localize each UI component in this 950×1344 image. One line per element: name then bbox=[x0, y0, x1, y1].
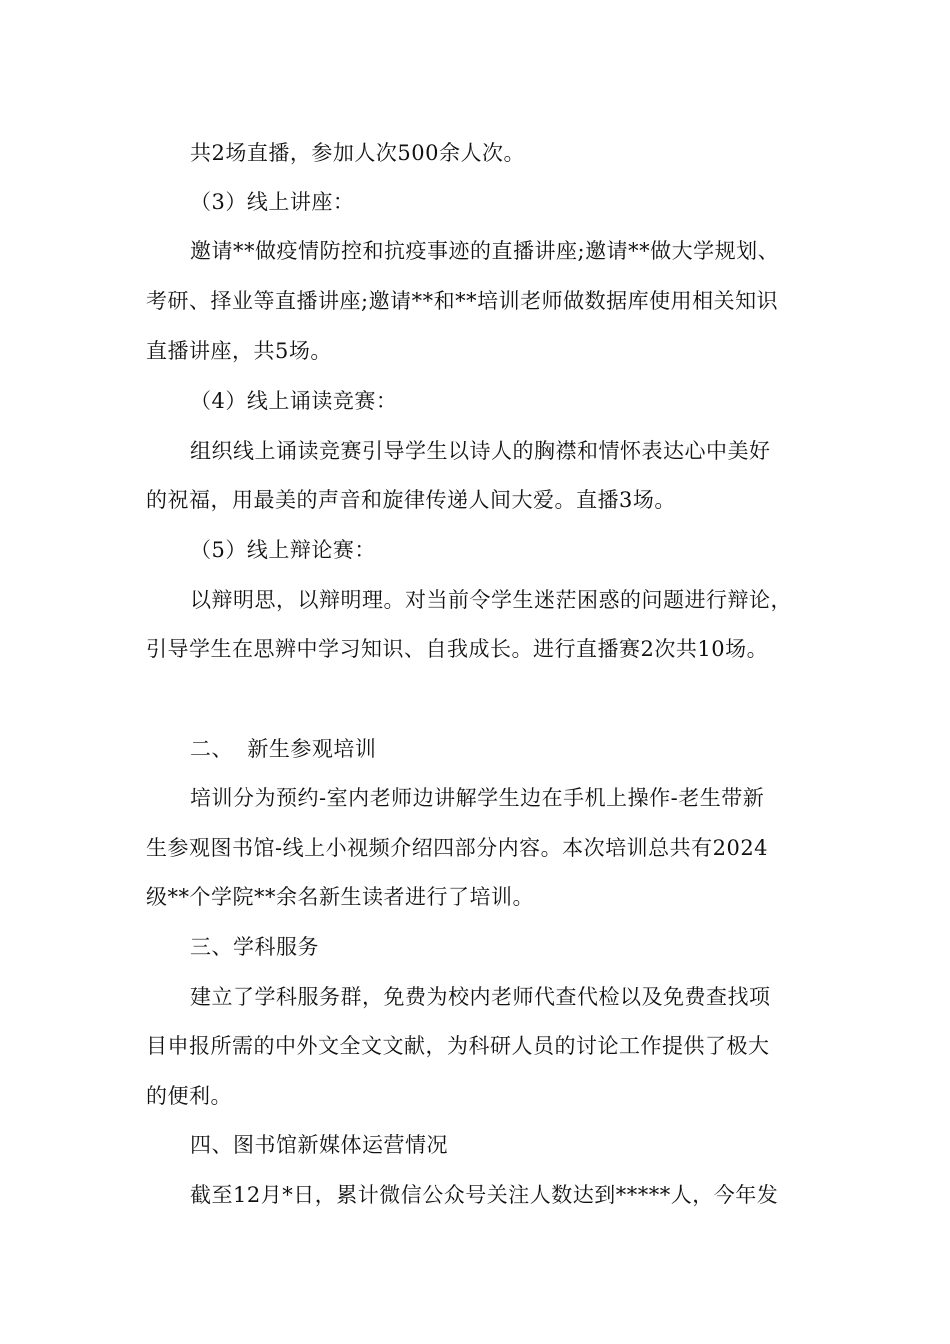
paragraph-line: 建立了学科服务群，免费为校内老师代查代检以及免费查找项 bbox=[190, 985, 771, 1009]
paragraph-line: 的便利。 bbox=[146, 1084, 232, 1108]
paragraph-line: 考研、择业等直播讲座;邀请**和**培训老师做数据库使用相关知识 bbox=[146, 289, 779, 313]
section-heading: 三、学科服务 bbox=[190, 935, 319, 959]
paragraph-line: 直播讲座，共5场。 bbox=[146, 339, 332, 363]
paragraph-line: 目申报所需的中外文全文文献，为科研人员的讨论工作提供了极大 bbox=[146, 1034, 770, 1058]
paragraph-line: 组织线上诵读竞赛引导学生以诗人的胸襟和情怀表达心中美好 bbox=[190, 439, 771, 463]
paragraph-line: 引导学生在思辨中学习知识、自我成长。进行直播赛2次共10场。 bbox=[146, 637, 769, 661]
paragraph-line: 生参观图书馆-线上小视频介绍四部分内容。本次培训总共有2024 bbox=[146, 836, 769, 860]
paragraph-line: 截至12月*日，累计微信公众号关注人数达到*****人，今年发 bbox=[190, 1183, 779, 1207]
section-subheading: （4）线上诵读竞赛： bbox=[190, 389, 398, 413]
paragraph-line: 共2场直播，参加人次500余人次。 bbox=[190, 141, 525, 165]
paragraph-line: 级**个学院**余名新生读者进行了培训。 bbox=[146, 885, 534, 909]
section-subheading: （5）线上辩论赛： bbox=[190, 538, 376, 562]
paragraph-line: 以辩明思，以辩明理。对当前令学生迷茫困惑的问题进行辩论， bbox=[190, 588, 792, 612]
paragraph-line: 邀请**做疫情防控和抗疫事迹的直播讲座;邀请**做大学规划、 bbox=[190, 239, 780, 263]
paragraph-line: 的祝福，用最美的声音和旋律传递人间大爱。直播3场。 bbox=[146, 488, 676, 512]
paragraph-line: 培训分为预约-室内老师边讲解学生边在手机上操作-老生带新 bbox=[190, 786, 765, 810]
section-heading: 四、图书馆新媒体运营情况 bbox=[190, 1133, 448, 1157]
section-heading: 二、 新生参观培训 bbox=[190, 737, 377, 761]
section-subheading: （3）线上讲座： bbox=[190, 190, 355, 214]
